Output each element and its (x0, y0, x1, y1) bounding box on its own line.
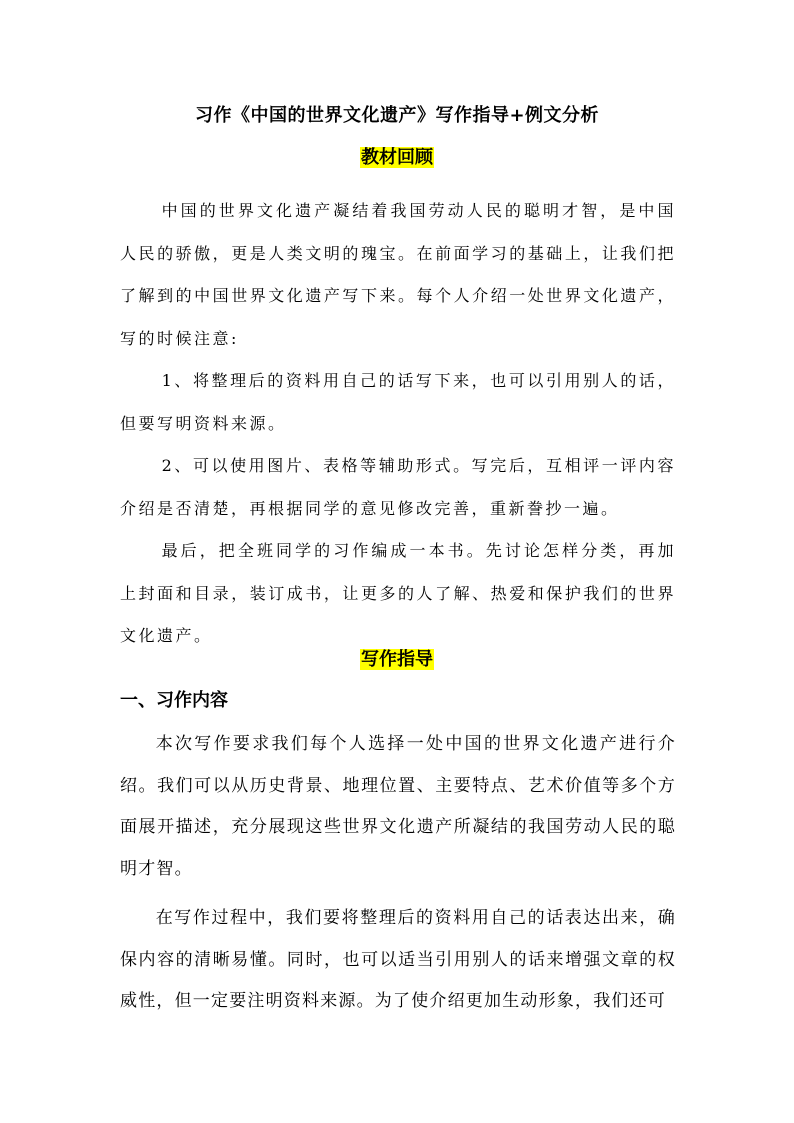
textbook-review-body (120, 190, 676, 658)
paragraph: 中国的世界文化遗产凝结着我国劳动人民的聪明才智，是中国人民的骄傲，更是人类文明的瑰宝。在前面学习的基础上，让我们把了解到的中国世界文化遗产写下来。每个人介绍一处世界文化遗产，写的时候注意: (120, 201, 676, 348)
section-heading-textbook-review (0, 145, 794, 171)
subheading-writing-content: 一、习作内容 (120, 690, 228, 711)
paragraph: 本次写作要求我们每个人选择一处中国的世界文化遗产进行介绍。我们可以从历史背景、地理位置、主要特点、艺术价值等多个方面展开描述，充分展现这些世界文化遗产所凝结的我国劳动人民的聪明才智。 (120, 734, 676, 879)
highlighted-heading-text: 教材回顾 (361, 147, 433, 168)
writing-guide-body (120, 724, 676, 1023)
section-heading-writing-guide (0, 647, 794, 673)
highlighted-heading-text: 写作指导 (361, 649, 433, 670)
paragraph: 1、将整理后的资料用自己的话写下来，也可以引用别人的话，但要写明资料来源。 (120, 371, 676, 433)
paragraph: 在写作过程中，我们要将整理后的资料用自己的话表达出来，确保内容的清晰易懂。同时，也可以适当引用别人的话来增强文章的权威性，但一定要注明资料来源。为了使介绍更加生动形象，我们还可 (120, 908, 676, 1011)
paragraph: 2、可以使用图片、表格等辅助形式。写完后，互相评一评内容介绍是否清楚，再根据同学的意见修改完善，重新誊抄一遍。 (120, 456, 676, 518)
paragraph: 最后，把全班同学的习作编成一本书。先讨论怎样分类，再加上封面和目录，装订成书，让更多的人了解、热爱和保护我们的世界文化遗产。 (120, 541, 676, 645)
document-title: 习作《中国的世界文化遗产》写作指导+例文分析 (194, 105, 600, 126)
